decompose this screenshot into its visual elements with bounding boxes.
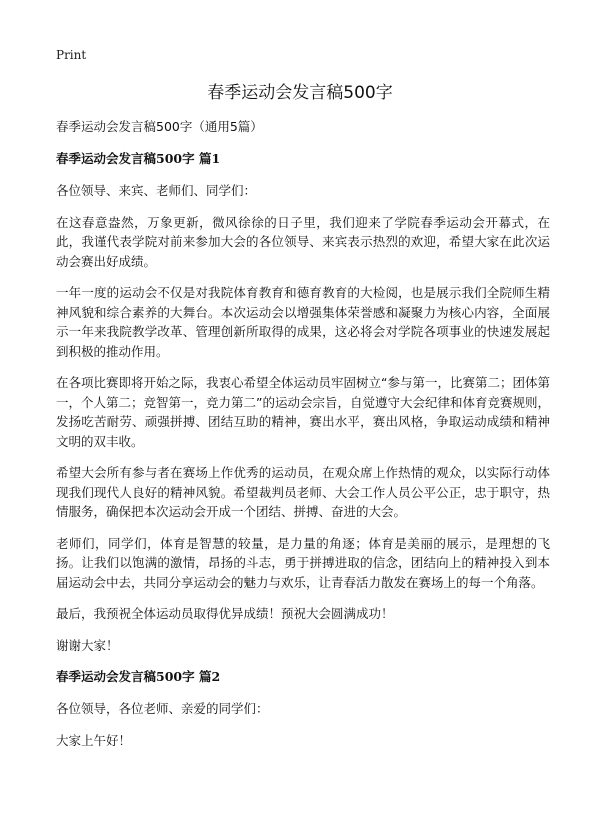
document-title: 春季运动会发言稿500字	[207, 83, 393, 103]
section-2	[56, 667, 550, 750]
document-body	[56, 116, 550, 762]
paragraph: 在这春意盎然，万象更新，微风徐徐的日子里，我们迎来了学院春季运动会开幕式，在此，我谨代表学院对前来参加大会的各位领导、来宾表示热烈的欢迎，希望大家在此次运动会赛出好成绩。	[56, 214, 550, 269]
section-heading: 春季运动会发言稿500字 篇1	[56, 151, 221, 166]
salutation: 各位领导，各位老师、亲爱的同学们：	[56, 701, 269, 716]
print-label[interactable]: Print	[56, 48, 87, 62]
paragraph: 在各项比赛即将开始之际，我衷心希望全体运动员牢固树立“参与第一，比赛第二；团体第一，个人第二；竞智第一，竞力第二”的运动会宗旨，自觉遵守大会纪律和体育竞赛规则，发扬吃苦耐劳、顽强拼搏、团结互助的精神，赛出水平，赛出风格，争取运动成绩和精神文明的双丰收。	[56, 375, 550, 449]
paragraph: 一年一度的运动会不仅是对我院体育教育和德育教育的大检阅，也是展示我们全院师生精神风貌和综合素养的大舞台。本次运动会以增强集体荣誉感和凝聚力为核心内容，全面展示一年来我院教学改革、管理创新所取得的成果，这必将会对学院各项事业的快速发展起到积极的推动作用。	[56, 285, 550, 359]
document-subtitle: 春季运动会发言稿500字（通用5篇）	[56, 119, 263, 134]
closing-wish: 最后，我预祝全体运动员取得优异成绩！预祝大会圆满成功！	[56, 606, 394, 621]
salutation: 各位领导、来宾、老师们、同学们：	[56, 183, 257, 198]
paragraph: 希望大会所有参与者在赛场上作优秀的运动员，在观众席上作热情的观众，以实际行动体现我们现代人良好的精神风貌。希望裁判员老师、大会工作人员公平公正，忠于职守，热情服务，确保把本次运动会开成一个团结、拼搏、奋进的大会。	[56, 465, 550, 519]
closing-thanks: 谢谢大家！	[56, 637, 119, 653]
paragraph: 老师们，同学们，体育是智慧的较量，是力量的角逐；体育是美丽的展示，是理想的飞扬。让我们以饱满的激情，昂扬的斗志，勇于拼搏进取的信念，团结向上的精神投入到本届运动会中去，共同分享运动会的魅力与欢乐，让青春活力散发在赛场上的每一个角落。	[56, 535, 550, 590]
section-heading: 春季运动会发言稿500字 篇2	[56, 669, 221, 684]
greeting: 大家上午好！	[56, 732, 132, 748]
section-1	[56, 149, 550, 655]
